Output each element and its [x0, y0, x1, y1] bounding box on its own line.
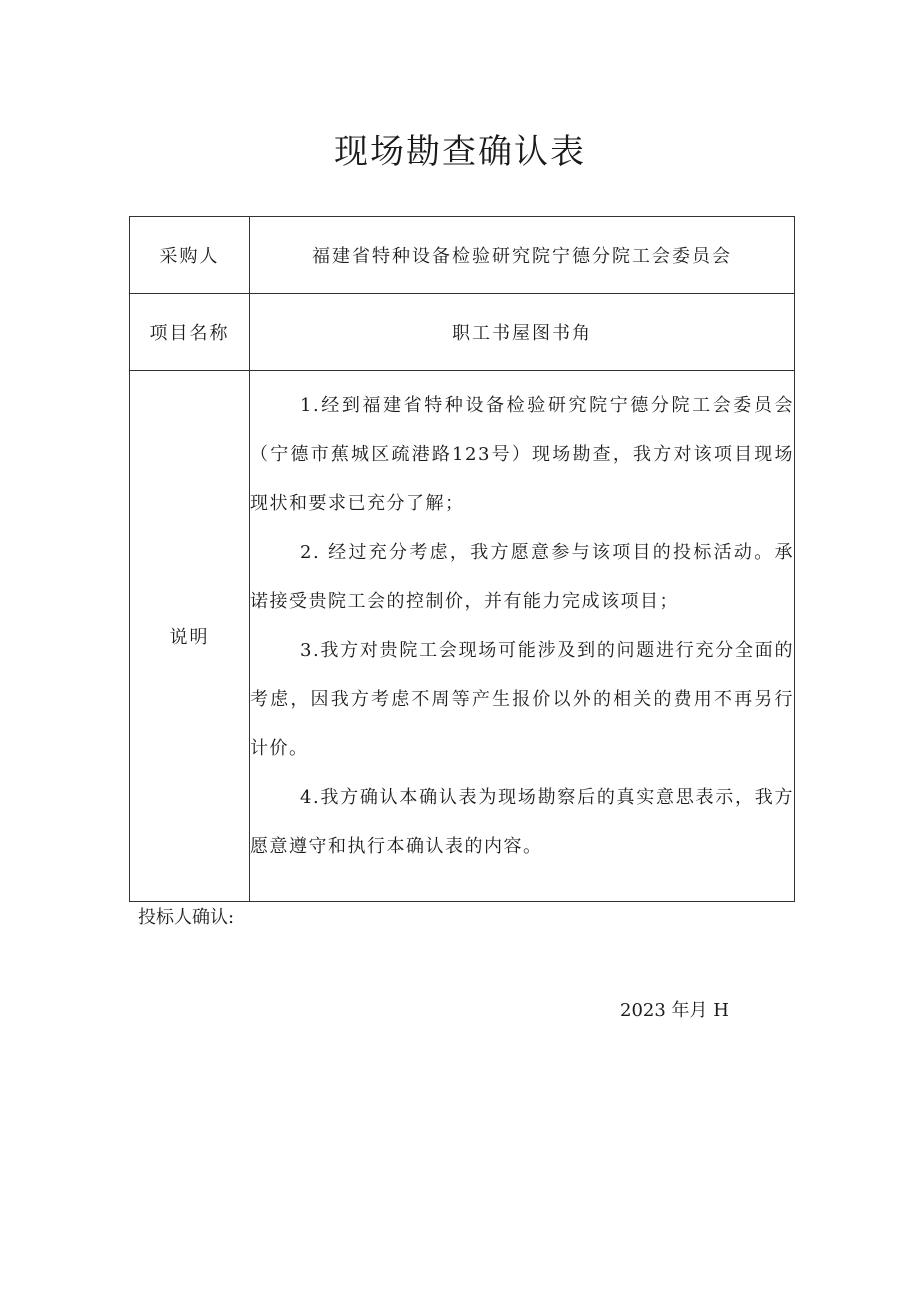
purchaser-label: 采购人 — [130, 217, 250, 293]
purchaser-value: 福建省特种设备检验研究院宁德分院工会委员会 — [312, 246, 732, 267]
description-paragraph-4: 4.我方确认本确认表为现场勘察后的真实意思表示，我方愿意遵守和执行本确认表的内容。 — [250, 787, 794, 857]
project-label: 项目名称 — [130, 294, 250, 370]
description-paragraph-1: 1.经到福建省特种设备检验研究院宁德分院工会委员会（宁德市蕉城区疏港路123号）现场勘查，我方对该项目现场现状和要求已充分了解； — [250, 395, 794, 514]
project-value: 职工书屋图书角 — [452, 323, 592, 344]
date-line: 2023 年月 H — [620, 1000, 729, 1021]
table-row-project — [130, 294, 794, 371]
document-title: 现场勘查确认表 — [334, 132, 586, 172]
description-content — [250, 371, 794, 901]
table-row-purchaser — [130, 217, 794, 294]
confirmation-table — [129, 216, 795, 902]
table-row-description — [130, 371, 794, 901]
description-label: 说明 — [130, 371, 250, 901]
description-paragraph-3: 3.我方对贵院工会现场可能涉及到的问题进行充分全面的考虑，因我方考虑不周等产生报价以外的相关的费用不再另行计价。 — [250, 640, 794, 759]
description-paragraph-2: 2. 经过充分考虑，我方愿意参与该项目的投标活动。承诺接受贵院工会的控制价，并有能力完成该项目； — [250, 542, 794, 612]
bidder-confirmation-label: 投标人确认: — [138, 907, 235, 928]
